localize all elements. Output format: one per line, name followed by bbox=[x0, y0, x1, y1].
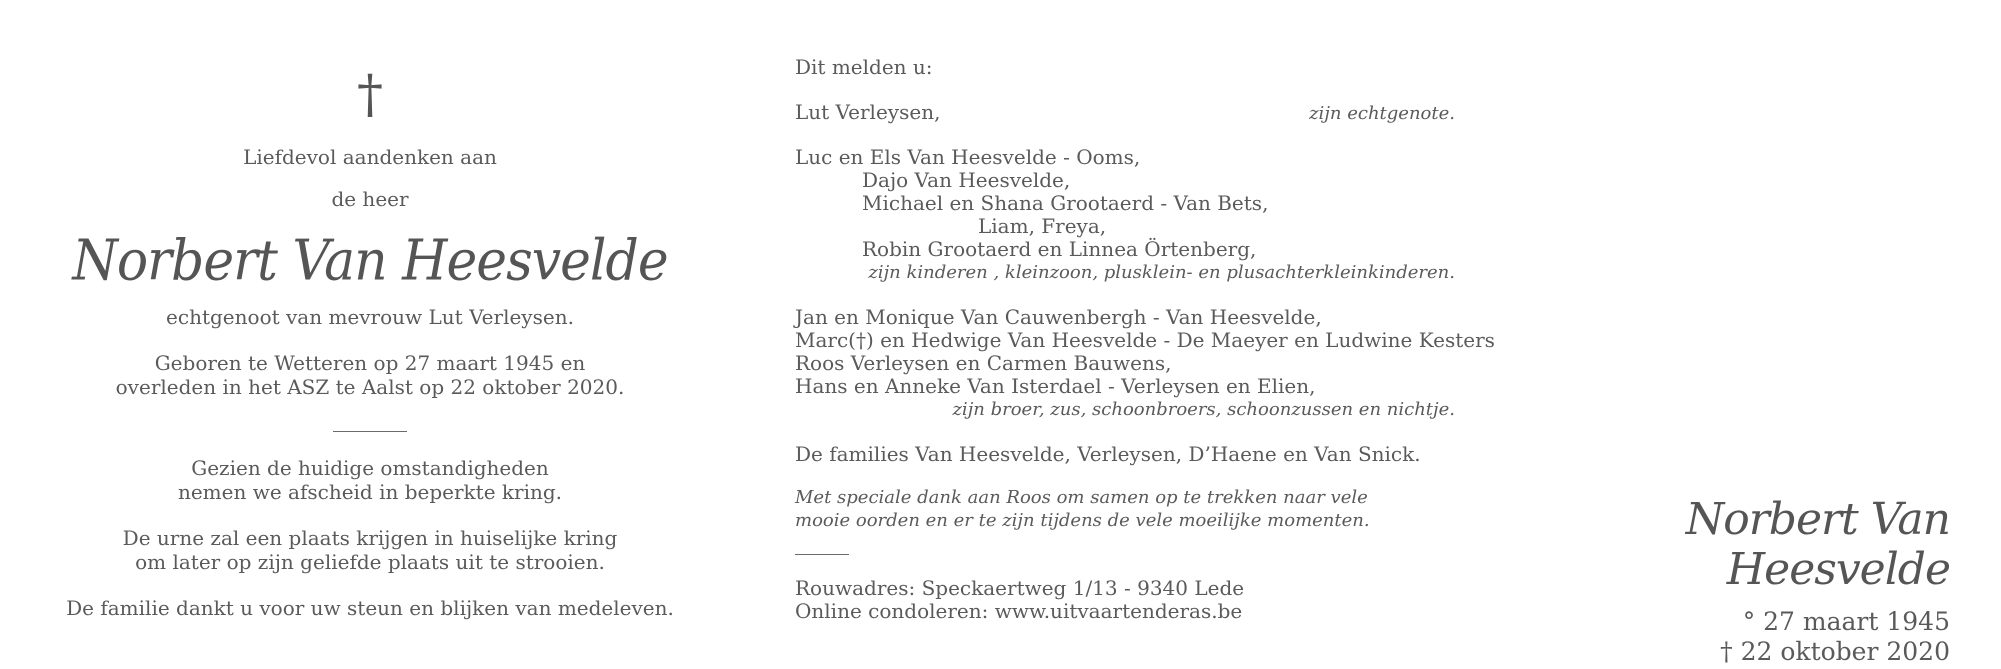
divider bbox=[795, 554, 849, 555]
family-line: Luc en Els Van Heesvelde - Ooms, bbox=[795, 145, 1141, 169]
honorific-text: de heer bbox=[331, 187, 409, 211]
circumstances-line-2: nemen we afscheid in beperkte kring. bbox=[177, 480, 563, 504]
children-list bbox=[795, 146, 1455, 284]
urn-line-2: om later op zijn geliefde plaats uit te strooien. bbox=[135, 550, 605, 574]
memorial-panel bbox=[60, 60, 680, 620]
born-line: Geboren te Wetteren op 27 maart 1945 en bbox=[154, 351, 586, 375]
online-condolence-line: Online condoleren: www.uitvaartenderas.be bbox=[795, 599, 1243, 623]
families-line: De families Van Heesvelde, Verleysen, D’Haene en Van Snick. bbox=[795, 442, 1421, 466]
urn-line-1: De urne zal een plaats krijgen in huiselijke kring bbox=[122, 526, 618, 550]
deceased-name: Norbert Van Heesvelde bbox=[72, 228, 668, 294]
cross-icon: † bbox=[357, 65, 383, 125]
death-date: † 22 oktober 2020 bbox=[1720, 637, 1950, 666]
circumstances-line-1: Gezien de huidige omstandigheden bbox=[191, 456, 549, 480]
name-dates-panel bbox=[1480, 495, 1950, 667]
spouse-line: echtgenoot van mevrouw Lut Verleysen. bbox=[166, 305, 574, 329]
children-role: zijn kinderen , kleinzoon, plusklein- en plusachterkleinkinderen. bbox=[868, 262, 1455, 283]
family-line: Dajo Van Heesvelde, bbox=[862, 168, 1071, 192]
family-line: Michael en Shana Grootaerd - Van Bets, bbox=[862, 191, 1269, 215]
family-line: Liam, Freya, bbox=[978, 214, 1107, 238]
special-thanks-line-1: Met speciale dank aan Roos om samen op te trekken naar vele bbox=[795, 487, 1368, 508]
announcement-panel bbox=[795, 55, 1495, 623]
intro-text: Liefdevol aandenken aan bbox=[243, 145, 497, 169]
spouse-name: Lut Verleysen, bbox=[795, 100, 941, 124]
spouse-row bbox=[795, 101, 1455, 124]
family-line: Jan en Monique Van Cauwenbergh - Van Heesvelde, bbox=[795, 305, 1322, 329]
contact-info bbox=[795, 577, 1455, 623]
spouse-role: zijn echtgenote. bbox=[1309, 103, 1455, 124]
announce-text: Dit melden u: bbox=[795, 55, 933, 79]
siblings-list bbox=[795, 305, 1495, 421]
address-line: Rouwadres: Speckaertweg 1/13 - 9340 Lede bbox=[795, 576, 1245, 600]
family-line: Hans en Anneke Van Isterdael - Verleysen en Elien, bbox=[795, 374, 1316, 398]
family-line: Marc(†) en Hedwige Van Heesvelde - De Maeyer en Ludwine Kesters bbox=[795, 328, 1495, 352]
family-line: Roos Verleysen en Carmen Bauwens, bbox=[795, 351, 1172, 375]
deceased-name-small: Norbert Van Heesvelde bbox=[1685, 494, 1950, 595]
family-line: Robin Grootaerd en Linnea Örtenberg, bbox=[862, 237, 1257, 261]
siblings-role: zijn broer, zus, schoonbroers, schoonzussen en nichtje. bbox=[952, 399, 1455, 420]
died-line: overleden in het ASZ te Aalst op 22 oktober 2020. bbox=[115, 375, 625, 399]
special-thanks bbox=[795, 486, 1455, 532]
birth-date: ° 27 maart 1945 bbox=[1742, 607, 1950, 636]
divider bbox=[333, 431, 407, 432]
thanks-line: De familie dankt u voor uw steun en blijken van medeleven. bbox=[66, 596, 674, 620]
special-thanks-line-2: mooie oorden en er te zijn tijdens de vele moeilijke momenten. bbox=[795, 510, 1370, 531]
